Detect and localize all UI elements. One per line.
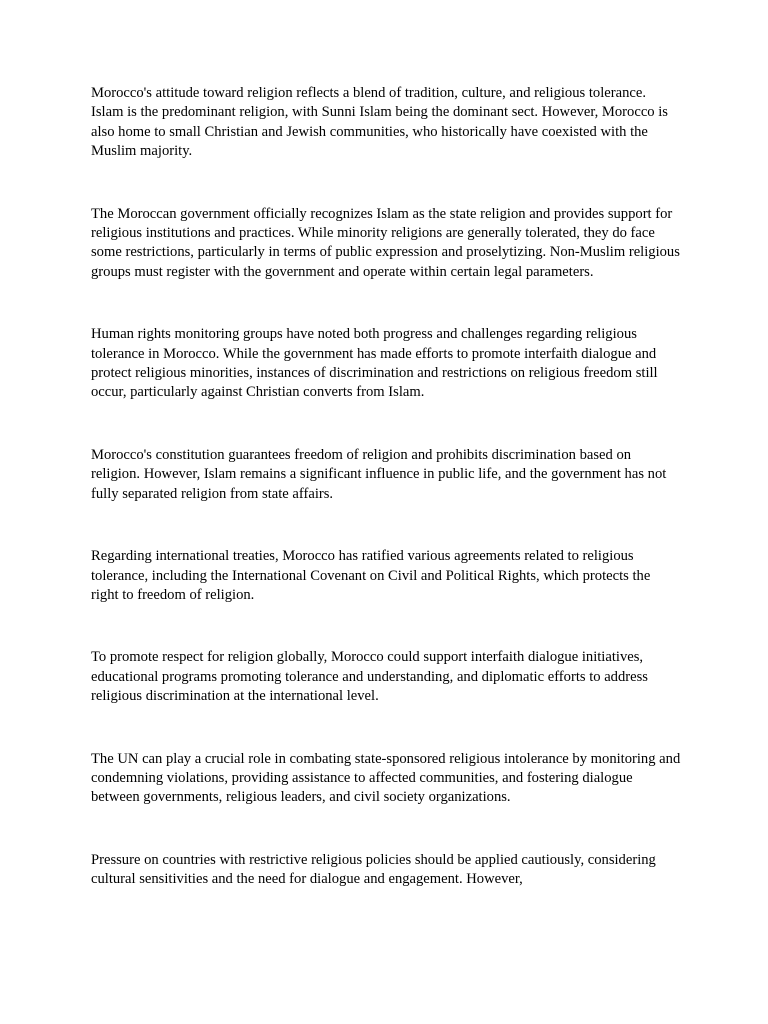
paragraph-international-treaties: Regarding international treaties, Morocco has ratified various agreements related to religious tolerance, including the International Covenant on Civil and Political Rights, which protects the right to freedom of religion. <box>91 548 651 603</box>
paragraph-government-recognition: The Moroccan government officially recognizes Islam as the state religion and provides support for religious institutions and practices. While minority religions are generally tolerated, they do face some restrictions, particularly in terms of public expression and proselytizing. Non-Muslim religious groups must register with the government and operate within certain legal parameters. <box>91 205 680 280</box>
paragraph-constitution: Morocco's constitution guarantees freedom of religion and prohibits discrimination based on religion. However, Islam remains a significant influence in public life, and the government has not fully separated religion from state affairs. <box>91 446 667 502</box>
document-page <box>91 84 681 933</box>
paragraph-morocco-attitude: Morocco's attitude toward religion reflects a blend of tradition, culture, and religious tolerance. Islam is the predominant religion, with Sunni Islam being the dominant sect. However, Morocco is also home to small Christian and Jewish communities, who historically have coexisted with the Muslim majority. <box>91 85 668 160</box>
paragraph-un-role: The UN can play a crucial role in combating state-sponsored religious intolerance by monitoring and condemning violations, providing assistance to affected communities, and fostering dialogue between governments, religious leaders, and civil society organizations. <box>91 750 681 806</box>
paragraph-pressure: Pressure on countries with restrictive religious policies should be applied cautiously, considering cultural sensitivities and the need for dialogue and engagement. However, <box>91 851 656 888</box>
paragraph-promote-respect: To promote respect for religion globally, Morocco could support interfaith dialogue initiatives, educational programs promoting tolerance and understanding, and diplomatic efforts to address religious discrimination at the international level. <box>91 649 648 705</box>
paragraph-human-rights-monitoring: Human rights monitoring groups have noted both progress and challenges regarding religious tolerance in Morocco. While the government has made efforts to promote interfaith dialogue and protect religious minorities, instances of discrimination and restrictions on religious freedom still occur, particularly against Christian converts from Islam. <box>91 326 658 401</box>
